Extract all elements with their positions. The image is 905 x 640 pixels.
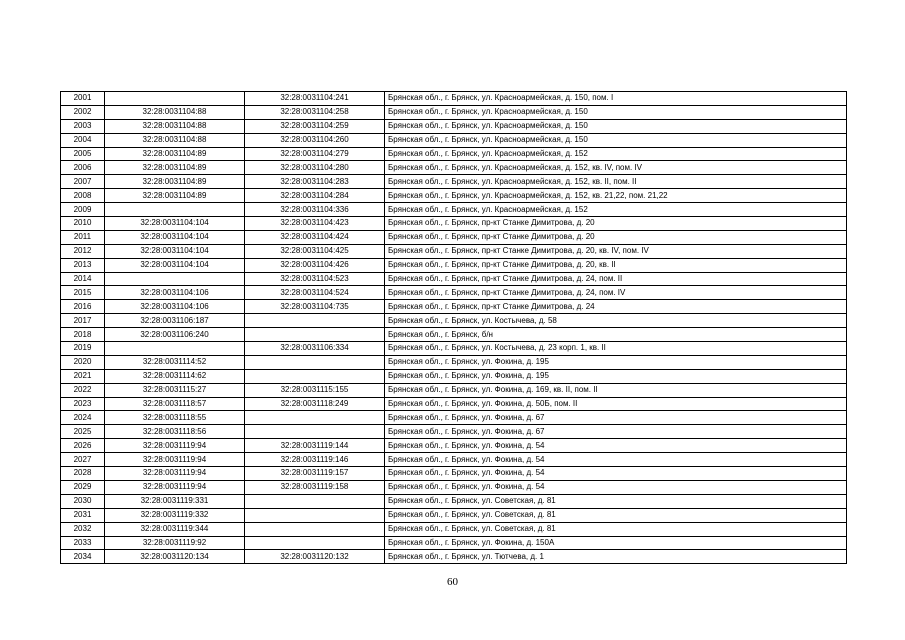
object-cadastral-number: 32:28:0031104:283 [245,175,385,189]
land-cadastral-number: 32:28:0031104:89 [105,175,245,189]
land-cadastral-number: 32:28:0031104:106 [105,286,245,300]
table-row [61,244,847,258]
address-cell: Брянская обл., г. Брянск, ул. Фокина, д. 54 [385,439,847,453]
table-row [61,203,847,217]
address-cell: Брянская обл., г. Брянск, пр-кт Станке Димитрова, д. 24, пом. IV [385,286,847,300]
table-row [61,397,847,411]
object-cadastral-number: 32:28:0031104:424 [245,230,385,244]
row-number: 2014 [61,272,105,286]
page-number: 60 [447,576,458,588]
address-cell: Брянская обл., г. Брянск, пр-кт Станке Димитрова, д. 20, кв. II [385,258,847,272]
table-row [61,147,847,161]
object-cadastral-number: 32:28:0031104:524 [245,286,385,300]
address-cell: Брянская обл., г. Брянск, ул. Фокина, д. 169, кв. II, пом. II [385,383,847,397]
land-cadastral-number: 32:28:0031119:332 [105,508,245,522]
row-number: 2013 [61,258,105,272]
land-cadastral-number: 32:28:0031104:88 [105,119,245,133]
address-cell: Брянская обл., г. Брянск, б/н [385,328,847,342]
table-row [61,230,847,244]
row-number: 2010 [61,217,105,231]
object-cadastral-number: 32:28:0031104:423 [245,217,385,231]
address-cell: Брянская обл., г. Брянск, пр-кт Станке Димитрова, д. 24, пом. II [385,272,847,286]
row-number: 2012 [61,244,105,258]
row-number: 2031 [61,508,105,522]
object-cadastral-number: 32:28:0031118:249 [245,397,385,411]
object-cadastral-number [245,355,385,369]
land-cadastral-number: 32:28:0031104:88 [105,105,245,119]
address-cell: Брянская обл., г. Брянск, ул. Фокина, д. 54 [385,467,847,481]
table-row [61,286,847,300]
row-number: 2032 [61,522,105,536]
address-cell: Брянская обл., г. Брянск, ул. Костычева, д. 23 корп. 1, кв. II [385,342,847,356]
land-cadastral-number: 32:28:0031104:89 [105,161,245,175]
address-cell: Брянская обл., г. Брянск, ул. Красноармейская, д. 152 [385,147,847,161]
object-cadastral-number: 32:28:0031104:241 [245,92,385,106]
row-number: 2023 [61,397,105,411]
table-row [61,328,847,342]
land-cadastral-number: 32:28:0031118:57 [105,397,245,411]
row-number: 2026 [61,439,105,453]
row-number: 2020 [61,355,105,369]
table-row [61,480,847,494]
table-row [61,355,847,369]
address-cell: Брянская обл., г. Брянск, ул. Фокина, д. 195 [385,355,847,369]
address-cell: Брянская обл., г. Брянск, пр-кт Станке Димитрова, д. 20 [385,230,847,244]
address-cell: Брянская обл., г. Брянск, ул. Фокина, д. 67 [385,411,847,425]
object-cadastral-number: 32:28:0031119:146 [245,453,385,467]
address-cell: Брянская обл., г. Брянск, пр-кт Станке Димитрова, д. 20, кв. IV, пом. IV [385,244,847,258]
row-number: 2021 [61,369,105,383]
table-row [61,92,847,106]
address-cell: Брянская обл., г. Брянск, ул. Фокина, д. 50Б, пом. II [385,397,847,411]
land-cadastral-number: 32:28:0031106:187 [105,314,245,328]
table-row [61,453,847,467]
row-number: 2006 [61,161,105,175]
table-row [61,550,847,564]
land-cadastral-number: 32:28:0031119:94 [105,439,245,453]
object-cadastral-number [245,314,385,328]
row-number: 2027 [61,453,105,467]
table-body [61,92,847,564]
land-cadastral-number: 32:28:0031104:104 [105,258,245,272]
land-cadastral-number: 32:28:0031104:88 [105,133,245,147]
land-cadastral-number [105,203,245,217]
address-cell: Брянская обл., г. Брянск, ул. Фокина, д. 150А [385,536,847,550]
land-cadastral-number: 32:28:0031115:27 [105,383,245,397]
table-row [61,383,847,397]
land-cadastral-number: 32:28:0031119:331 [105,494,245,508]
land-cadastral-number [105,272,245,286]
row-number: 2005 [61,147,105,161]
object-cadastral-number: 32:28:0031104:279 [245,147,385,161]
table-row [61,425,847,439]
land-cadastral-number: 32:28:0031119:94 [105,453,245,467]
row-number: 2009 [61,203,105,217]
row-number: 2015 [61,286,105,300]
row-number: 2024 [61,411,105,425]
row-number: 2004 [61,133,105,147]
address-cell: Брянская обл., г. Брянск, ул. Фокина, д. 195 [385,369,847,383]
address-cell: Брянская обл., г. Брянск, ул. Красноармейская, д. 150 [385,119,847,133]
row-number: 2003 [61,119,105,133]
table-row [61,342,847,356]
table-row [61,161,847,175]
address-cell: Брянская обл., г. Брянск, ул. Красноармейская, д. 150 [385,133,847,147]
table-row [61,119,847,133]
address-cell: Брянская обл., г. Брянск, ул. Красноармейская, д. 152, кв. IV, пом. IV [385,161,847,175]
table-row [61,508,847,522]
row-number: 2018 [61,328,105,342]
table-row [61,522,847,536]
object-cadastral-number: 32:28:0031119:157 [245,467,385,481]
row-number: 2022 [61,383,105,397]
land-cadastral-number [105,92,245,106]
address-cell: Брянская обл., г. Брянск, ул. Фокина, д. 54 [385,453,847,467]
land-cadastral-number: 32:28:0031114:62 [105,369,245,383]
table-row [61,272,847,286]
object-cadastral-number: 32:28:0031104:336 [245,203,385,217]
object-cadastral-number: 32:28:0031104:425 [245,244,385,258]
table-row [61,369,847,383]
land-cadastral-number: 32:28:0031114:52 [105,355,245,369]
address-cell: Брянская обл., г. Брянск, ул. Костычева, д. 58 [385,314,847,328]
land-cadastral-number: 32:28:0031118:56 [105,425,245,439]
land-cadastral-number: 32:28:0031104:104 [105,244,245,258]
object-cadastral-number: 32:28:0031104:280 [245,161,385,175]
land-cadastral-number: 32:28:0031118:55 [105,411,245,425]
land-cadastral-number: 32:28:0031119:94 [105,467,245,481]
object-cadastral-number: 32:28:0031119:144 [245,439,385,453]
table-row [61,411,847,425]
object-cadastral-number [245,369,385,383]
row-number: 2028 [61,467,105,481]
row-number: 2033 [61,536,105,550]
object-cadastral-number: 32:28:0031119:158 [245,480,385,494]
address-cell: Брянская обл., г. Брянск, ул. Красноармейская, д. 150, пом. I [385,92,847,106]
object-cadastral-number: 32:28:0031115:155 [245,383,385,397]
object-cadastral-number [245,328,385,342]
object-cadastral-number: 32:28:0031104:426 [245,258,385,272]
land-cadastral-number: 32:28:0031104:104 [105,217,245,231]
address-cell: Брянская обл., г. Брянск, ул. Тютчева, д. 1 [385,550,847,564]
object-cadastral-number [245,536,385,550]
address-cell: Брянская обл., г. Брянск, ул. Красноармейская, д. 152, кв. 21,22, пом. 21,22 [385,189,847,203]
address-cell: Брянская обл., г. Брянск, пр-кт Станке Димитрова, д. 20 [385,217,847,231]
row-number: 2008 [61,189,105,203]
land-cadastral-number: 32:28:0031119:92 [105,536,245,550]
row-number: 2030 [61,494,105,508]
land-cadastral-number: 32:28:0031119:344 [105,522,245,536]
address-cell: Брянская обл., г. Брянск, ул. Красноармейская, д. 152, кв. II, пом. II [385,175,847,189]
table-row [61,105,847,119]
object-cadastral-number [245,494,385,508]
table-row [61,189,847,203]
object-cadastral-number: 32:28:0031120:132 [245,550,385,564]
land-cadastral-number: 32:28:0031119:94 [105,480,245,494]
table-row [61,258,847,272]
object-cadastral-number: 32:28:0031104:259 [245,119,385,133]
row-number: 2007 [61,175,105,189]
address-cell: Брянская обл., г. Брянск, ул. Советская, д. 81 [385,522,847,536]
land-cadastral-number [105,342,245,356]
object-cadastral-number: 32:28:0031106:334 [245,342,385,356]
address-cell: Брянская обл., г. Брянск, ул. Советская, д. 81 [385,494,847,508]
land-cadastral-number: 32:28:0031104:104 [105,230,245,244]
table-row [61,494,847,508]
land-cadastral-number: 32:28:0031120:134 [105,550,245,564]
row-number: 2002 [61,105,105,119]
object-cadastral-number: 32:28:0031104:260 [245,133,385,147]
land-cadastral-number: 32:28:0031106:240 [105,328,245,342]
land-cadastral-number: 32:28:0031104:106 [105,300,245,314]
row-number: 2016 [61,300,105,314]
address-cell: Брянская обл., г. Брянск, ул. Советская, д. 81 [385,508,847,522]
table-row [61,467,847,481]
row-number: 2019 [61,342,105,356]
table-row [61,314,847,328]
object-cadastral-number: 32:28:0031104:258 [245,105,385,119]
row-number: 2001 [61,92,105,106]
object-cadastral-number [245,508,385,522]
object-cadastral-number: 32:28:0031104:735 [245,300,385,314]
table-row [61,175,847,189]
table-row [61,439,847,453]
land-cadastral-number: 32:28:0031104:89 [105,147,245,161]
row-number: 2025 [61,425,105,439]
address-cell: Брянская обл., г. Брянск, ул. Красноармейская, д. 152 [385,203,847,217]
object-cadastral-number: 32:28:0031104:523 [245,272,385,286]
address-cell: Брянская обл., г. Брянск, ул. Красноармейская, д. 150 [385,105,847,119]
address-cell: Брянская обл., г. Брянск, ул. Фокина, д. 54 [385,480,847,494]
row-number: 2034 [61,550,105,564]
object-cadastral-number: 32:28:0031104:284 [245,189,385,203]
object-cadastral-number [245,411,385,425]
row-number: 2011 [61,230,105,244]
object-cadastral-number [245,522,385,536]
table-row [61,536,847,550]
address-cell: Брянская обл., г. Брянск, ул. Фокина, д. 67 [385,425,847,439]
row-number: 2029 [61,480,105,494]
address-cell: Брянская обл., г. Брянск, пр-кт Станке Димитрова, д. 24 [385,300,847,314]
table-row [61,217,847,231]
object-cadastral-number [245,425,385,439]
land-cadastral-number: 32:28:0031104:89 [105,189,245,203]
table-row [61,300,847,314]
table-row [61,133,847,147]
row-number: 2017 [61,314,105,328]
property-registry-table [60,91,847,564]
